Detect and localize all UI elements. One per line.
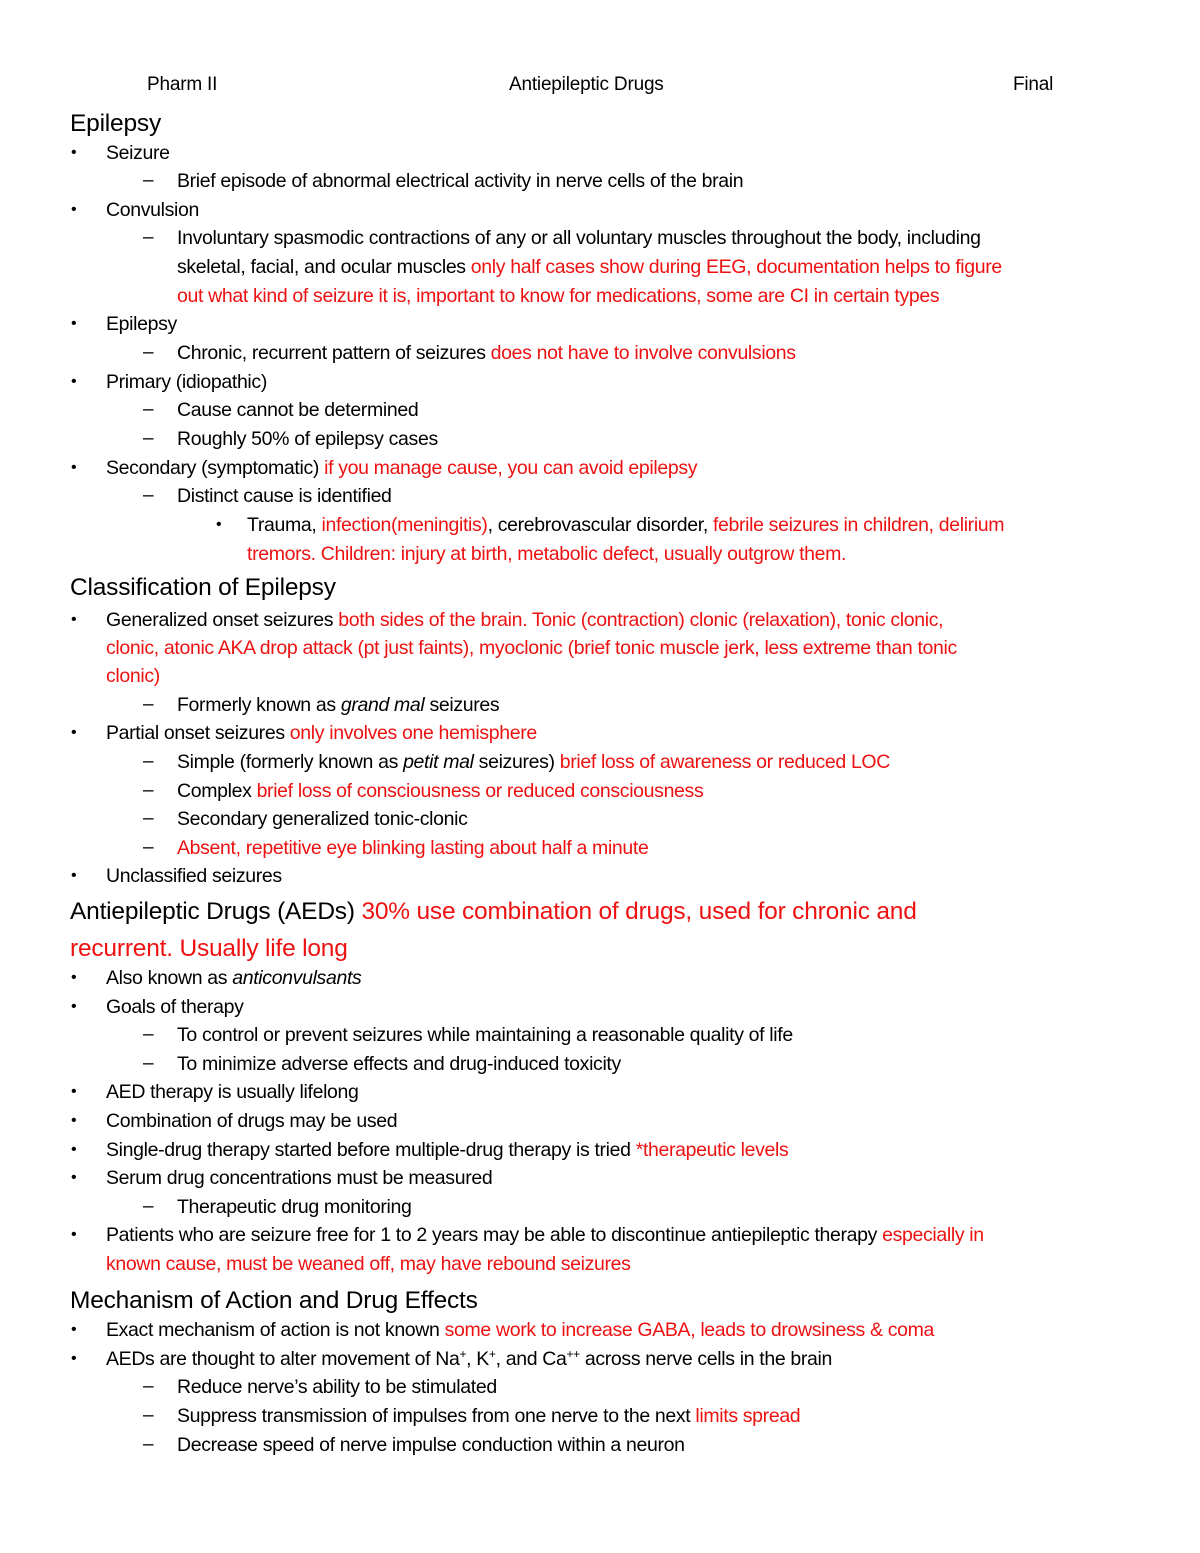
annotation-text: infection(meningitis)	[321, 514, 488, 536]
note-text: Generalized onset seizures	[106, 609, 339, 631]
annotation-text: clonic, atonic AKA drop attack (pt just faints), myoclonic (brief tonic muscle jerk, less extreme than tonic	[106, 637, 957, 659]
section-heading	[70, 107, 161, 141]
bullet-icon: •	[71, 1350, 77, 1367]
list-item-text	[106, 964, 361, 992]
note-text: Partial onset seizures	[106, 722, 290, 744]
annotation-text: tremors. Children: injury at birth, metabolic defect, usually outgrow them.	[247, 543, 847, 565]
bullet-icon: •	[71, 144, 77, 161]
list-item-text	[106, 719, 537, 747]
note-text: +	[459, 1347, 467, 1361]
bullet-icon: •	[216, 516, 222, 533]
bullet-icon: •	[71, 1169, 77, 1186]
list-item-text	[177, 282, 939, 310]
note-text: Suppress transmission of impulses from one nerve to the next	[177, 1405, 696, 1427]
dash-icon: –	[143, 1053, 154, 1074]
list-item-text	[177, 425, 438, 453]
list-item-text	[106, 1316, 934, 1344]
note-text: Cause cannot be determined	[177, 399, 419, 421]
bullet-icon: •	[71, 201, 77, 218]
bullet-icon: •	[71, 1321, 77, 1338]
annotation-text: brief loss of consciousness or reduced consciousness	[256, 780, 704, 802]
list-item-text	[106, 634, 957, 662]
list-item-text	[247, 540, 846, 568]
annotation-text: known cause, must be weaned off, may have rebound seizures	[106, 1253, 631, 1275]
note-text: Epilepsy	[106, 313, 177, 335]
list-item-text	[106, 1078, 359, 1106]
dash-icon: –	[143, 1196, 154, 1217]
section-heading	[70, 932, 348, 966]
bullet-icon: •	[71, 1141, 77, 1158]
note-text: Antiepileptic Drugs (AEDs)	[70, 898, 362, 925]
list-item-text	[106, 1250, 631, 1278]
annotation-text: out what kind of seizure it is, important to know for medications, some are CI in certain types	[177, 285, 940, 307]
list-item-text	[106, 1221, 984, 1249]
list-item-text	[106, 993, 243, 1021]
note-text: Involuntary spasmodic contractions of any or all voluntary muscles throughout the body, including	[177, 227, 981, 249]
note-text: Roughly 50% of epilepsy cases	[177, 428, 438, 450]
list-item-text	[177, 224, 981, 252]
note-text: Seizure	[106, 142, 170, 164]
list-item-text	[177, 1193, 411, 1221]
list-item-text	[177, 1050, 621, 1078]
dash-icon: –	[143, 751, 154, 772]
page-header	[0, 74, 1200, 100]
note-text: Combination of drugs may be used	[106, 1110, 398, 1132]
annotation-text: febrile seizures in children, delirium	[712, 514, 1005, 536]
list-item-text	[106, 1107, 397, 1135]
list-item-text	[106, 454, 697, 482]
annotation-text: both sides of the brain. Tonic (contraction) clonic (relaxation), tonic clonic,	[338, 609, 944, 631]
dash-icon: –	[143, 485, 154, 506]
note-text: across nerve cells in the brain	[579, 1348, 833, 1370]
annotation-text: does not have to involve convulsions	[490, 342, 796, 364]
dash-icon: –	[143, 170, 154, 191]
dash-icon: –	[143, 808, 154, 829]
annotation-text: especially in	[882, 1224, 984, 1246]
note-text: Classification of Epilepsy	[70, 574, 336, 601]
list-item-text	[177, 1431, 685, 1459]
list-item-text	[106, 310, 177, 338]
dash-icon: –	[143, 1376, 154, 1397]
bullet-icon: •	[71, 724, 77, 741]
note-text: Unclassified seizures	[106, 865, 282, 887]
note-text: grand mal	[340, 694, 425, 716]
annotation-text: brief loss of awareness or reduced LOC	[559, 751, 890, 773]
note-text: Trauma,	[247, 514, 322, 536]
note-text: Exact mechanism of action is not known	[106, 1319, 445, 1341]
bullet-icon: •	[71, 998, 77, 1015]
annotation-text: only half cases show during EEG, documentation helps to figure	[470, 256, 1002, 278]
note-text: Goals of therapy	[106, 996, 244, 1018]
note-text: Reduce nerve’s ability to be stimulated	[177, 1376, 497, 1398]
bullet-icon: •	[71, 611, 77, 628]
annotation-text: limits spread	[695, 1405, 801, 1427]
annotation-text: recurrent. Usually life long	[70, 935, 348, 962]
note-text: Convulsion	[106, 199, 199, 221]
list-item-text	[106, 139, 170, 167]
list-item-text	[106, 606, 943, 634]
list-item-text	[177, 1021, 793, 1049]
list-item-text	[177, 396, 418, 424]
annotation-text: some work to increase GABA, leads to drowsiness & coma	[444, 1319, 935, 1341]
list-item-text	[177, 339, 796, 367]
dash-icon: –	[143, 1024, 154, 1045]
bullet-icon: •	[71, 969, 77, 986]
list-item-text	[177, 748, 890, 776]
list-item-text	[177, 834, 649, 862]
list-item-text	[106, 662, 160, 690]
dash-icon: –	[143, 342, 154, 363]
note-text: +	[488, 1347, 496, 1361]
list-item-text	[177, 805, 468, 833]
list-item-text	[177, 777, 703, 805]
note-text: Patients who are seizure free for 1 to 2 years may be able to discontinue antiepileptic therapy	[106, 1224, 883, 1246]
bullet-icon: •	[71, 373, 77, 390]
list-item-text	[177, 482, 392, 510]
note-text: skeletal, facial, and ocular muscles	[177, 256, 471, 278]
annotation-text: only involves one hemisphere	[289, 722, 537, 744]
note-text: Decrease speed of nerve impulse conduction within a neuron	[177, 1434, 685, 1456]
note-text: AED therapy is usually lifelong	[106, 1081, 359, 1103]
note-text: To control or prevent seizures while maintaining a reasonable quality of life	[177, 1024, 793, 1046]
header-topic: Antiepileptic Drugs	[509, 74, 664, 95]
note-text: Complex	[177, 780, 257, 802]
note-text: Primary (idiopathic)	[106, 371, 267, 393]
header-exam: Final	[1013, 74, 1054, 95]
note-text: Distinct cause is identified	[177, 485, 392, 507]
note-text: ++	[566, 1347, 580, 1361]
note-text: anticonvulsants	[232, 967, 362, 989]
note-text: , and Ca	[495, 1348, 567, 1370]
note-text: Serum drug concentrations must be measured	[106, 1167, 493, 1189]
note-text: petit mal	[403, 751, 474, 773]
section-heading	[70, 1284, 478, 1318]
note-text: Also known as	[106, 967, 233, 989]
note-text: Brief episode of abnormal electrical activity in nerve cells of the brain	[177, 170, 744, 192]
annotation-text: 30% use combination of drugs, used for chronic and	[361, 898, 917, 925]
list-item-text	[106, 368, 267, 396]
list-item-text	[177, 691, 499, 719]
list-item-text	[106, 1345, 832, 1373]
note-text: , K	[466, 1348, 489, 1370]
list-item-text	[106, 1164, 492, 1192]
note-text: Mechanism of Action and Drug Effects	[70, 1287, 478, 1314]
note-text: Chronic, recurrent pattern of seizures	[177, 342, 491, 364]
note-text: Epilepsy	[70, 110, 162, 137]
dash-icon: –	[143, 837, 154, 858]
section-heading	[70, 571, 336, 605]
annotation-text: if you manage cause, you can avoid epilepsy	[324, 457, 698, 479]
list-item-text	[177, 167, 743, 195]
note-text: Formerly known as	[177, 694, 341, 716]
bullet-icon: •	[71, 1112, 77, 1129]
bullet-icon: •	[71, 1226, 77, 1243]
note-text: Therapeutic drug monitoring	[177, 1196, 412, 1218]
note-text: AEDs are thought to alter movement of Na	[106, 1348, 460, 1370]
annotation-text: Absent, repetitive eye blinking lasting about half a minute	[177, 837, 649, 859]
dash-icon: –	[143, 1434, 154, 1455]
dash-icon: –	[143, 1405, 154, 1426]
dash-icon: –	[143, 227, 154, 248]
list-item-text	[106, 196, 199, 224]
annotation-text: *therapeutic levels	[635, 1139, 789, 1161]
bullet-icon: •	[71, 867, 77, 884]
note-text: Simple (formerly known as	[177, 751, 404, 773]
bullet-icon: •	[71, 459, 77, 476]
note-text: , cerebrovascular disorder,	[487, 514, 713, 536]
list-item-text	[106, 862, 282, 890]
dash-icon: –	[143, 780, 154, 801]
list-item-text	[177, 253, 1002, 281]
list-item-text	[247, 511, 1004, 539]
bullet-icon: •	[71, 1083, 77, 1100]
list-item-text	[177, 1373, 497, 1401]
list-item-text	[177, 1402, 800, 1430]
header-course: Pharm II	[147, 74, 218, 95]
dash-icon: –	[143, 428, 154, 449]
note-text: To minimize adverse effects and drug-induced toxicity	[177, 1053, 621, 1075]
bullet-icon: •	[71, 315, 77, 332]
note-text: Secondary generalized tonic-clonic	[177, 808, 468, 830]
note-text: Single-drug therapy started before multiple-drug therapy is tried	[106, 1139, 636, 1161]
section-heading	[70, 895, 917, 929]
annotation-text: clonic)	[106, 665, 160, 687]
dash-icon: –	[143, 399, 154, 420]
list-item-text	[106, 1136, 788, 1164]
dash-icon: –	[143, 694, 154, 715]
note-text: seizures	[424, 694, 500, 716]
note-text: seizures)	[473, 751, 560, 773]
note-text: Secondary (symptomatic)	[106, 457, 325, 479]
